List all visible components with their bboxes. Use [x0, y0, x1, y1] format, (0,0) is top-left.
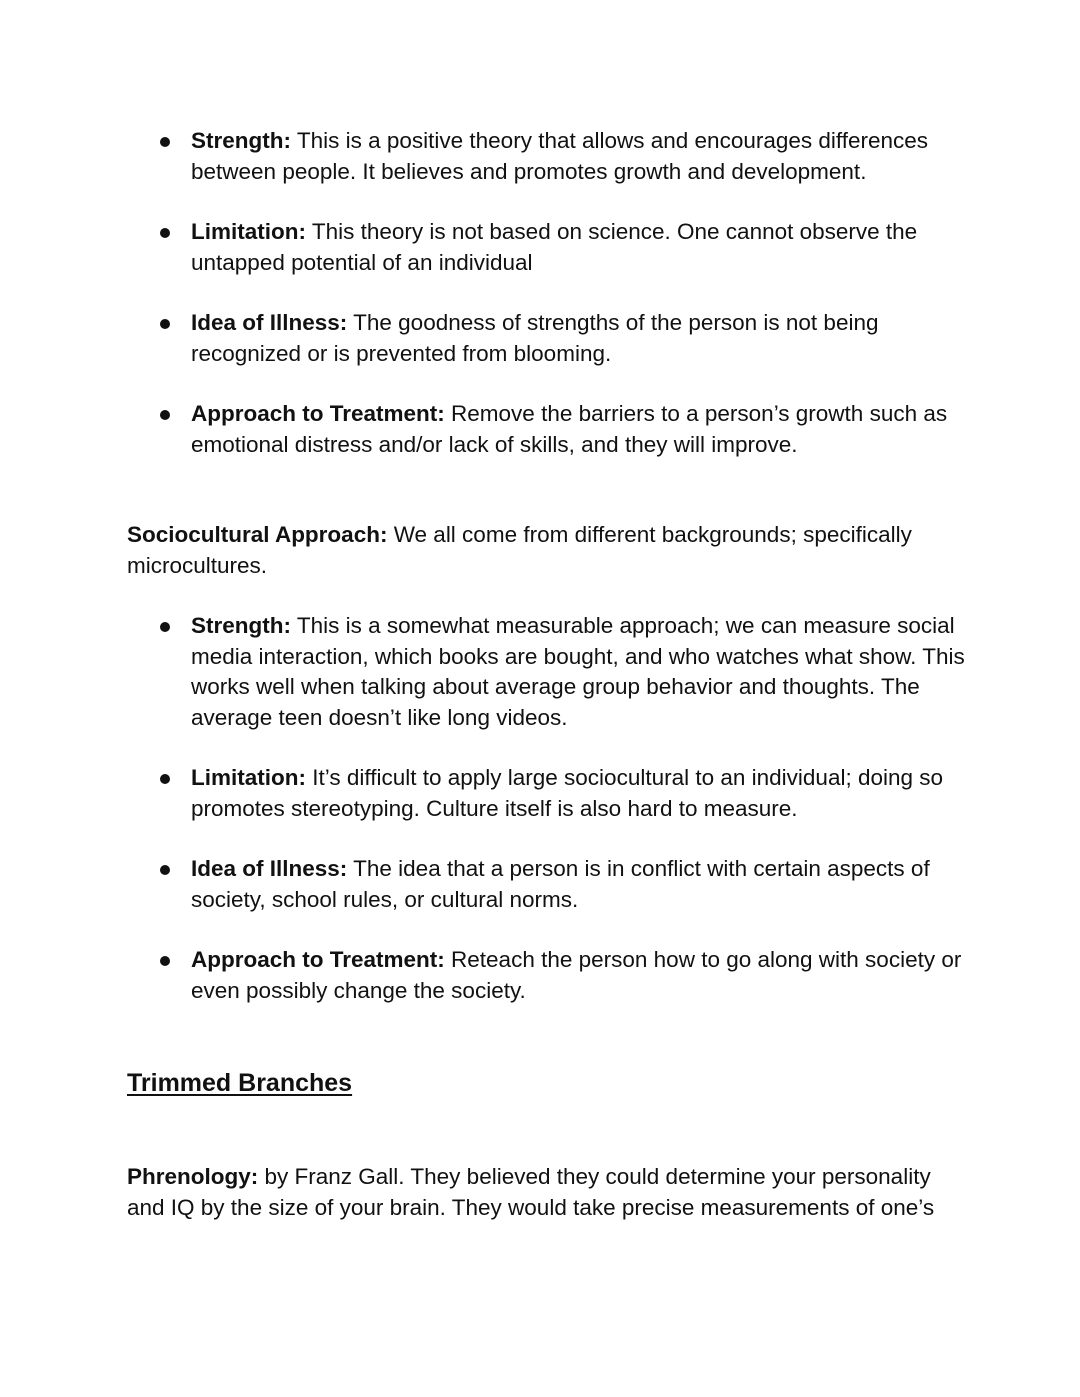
bullet-icon — [160, 865, 170, 875]
list-item-approach-to-treatment — [191, 945, 971, 1006]
bullet-icon — [160, 956, 170, 966]
list-item-strength — [191, 126, 971, 187]
item-text: Reteach the person how to go along with society or even possibly change the society. — [191, 947, 962, 1003]
item-term: Limitation: — [191, 765, 306, 790]
paragraph-term: Sociocultural Approach: — [127, 522, 388, 547]
sociocultural-paragraph — [127, 520, 967, 581]
bullet-icon — [160, 774, 170, 784]
item-term: Strength: — [191, 128, 291, 153]
item-term: Limitation: — [191, 219, 306, 244]
item-text: The goodness of strengths of the person is not being recognized or is prevented from blooming. — [191, 310, 879, 366]
item-text: The idea that a person is in conflict with certain aspects of society, school rules, or cultural norms. — [191, 856, 930, 912]
phrenology-paragraph — [127, 1162, 967, 1223]
item-text: This theory is not based on science. One cannot observe the untapped potential of an individual — [191, 219, 918, 275]
list-item-limitation — [191, 763, 971, 824]
item-term: Approach to Treatment: — [191, 947, 445, 972]
bullet-icon — [160, 137, 170, 147]
list-item-strength — [191, 611, 971, 733]
item-term: Idea of Illness: — [191, 310, 348, 335]
bullet-icon — [160, 319, 170, 329]
item-text: It’s difficult to apply large sociocultural to an individual; doing so promotes stereotyping. Culture itself is also hard to measure. — [191, 765, 944, 821]
list-item-idea-of-illness — [191, 854, 971, 915]
item-term: Strength: — [191, 613, 291, 638]
list-item-approach-to-treatment — [191, 399, 971, 460]
item-text: This is a somewhat measurable approach; we can measure social media interaction, which books are bought, and who watches what show. This works well when talking about average group behavior and thoughts. The average teen doesn’t like long videos. — [191, 613, 965, 730]
paragraph-text: We all come from different backgrounds; specifically microcultures. — [127, 522, 912, 578]
item-term: Approach to Treatment: — [191, 401, 445, 426]
bullet-icon — [160, 410, 170, 420]
bullet-icon — [160, 228, 170, 238]
item-text: Remove the barriers to a person’s growth such as emotional distress and/or lack of skills, and they will improve. — [191, 401, 948, 457]
list-item-idea-of-illness — [191, 308, 971, 369]
paragraph-term: Phrenology: — [127, 1164, 259, 1189]
item-term: Idea of Illness: — [191, 856, 348, 881]
section-heading: Trimmed Branches — [127, 1069, 353, 1097]
list-item-limitation — [191, 217, 971, 278]
paragraph-text: by Franz Gall. They believed they could determine your personality and IQ by the size of your brain. They would take precise measurements of one’s — [127, 1164, 935, 1220]
humanistic-points-list — [191, 126, 971, 460]
item-text: This is a positive theory that allows and encourages differences between people. It believes and promotes growth and development. — [191, 128, 929, 184]
sociocultural-points-list — [191, 611, 971, 1006]
bullet-icon — [160, 622, 170, 632]
